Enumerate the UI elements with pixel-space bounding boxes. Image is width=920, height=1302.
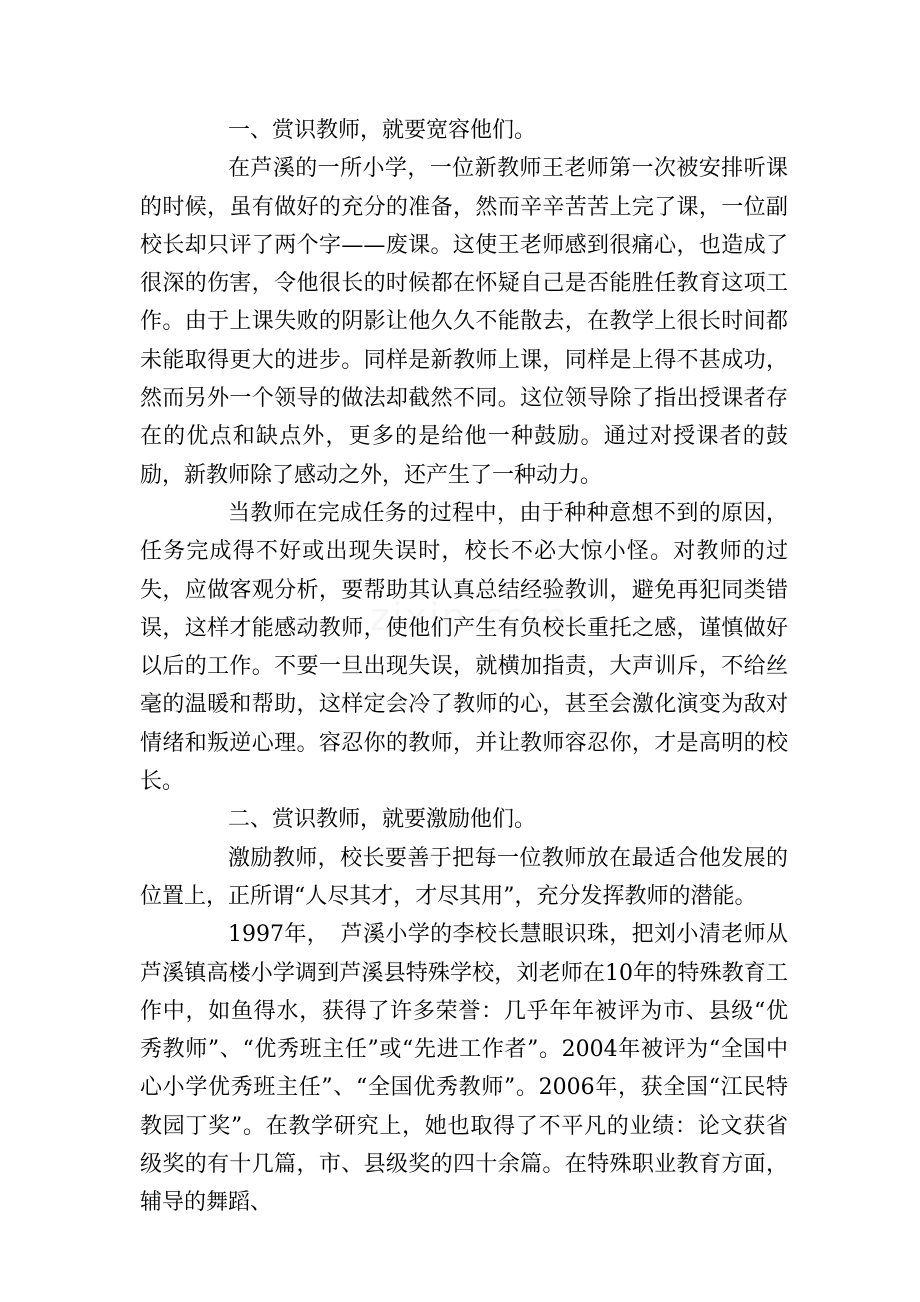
document-body: [140, 112, 788, 1223]
section-heading-2: 二、赏识教师，就要激励他们。: [228, 807, 537, 833]
paragraph-1: 在芦溪的一所小学，一位新教师王老师第一次被安排听课的时候，虽有做好的充分的准备，然而辛辛苦苦上完了课，一位副校长却只评了两个字——废课。这使王老师感到很痛心，也造成了很深的伤害，令他很长的时候都在怀疑自己是否能胜任教育这项工作。由于上课失败的阴影让他久久不能散去，在教学上很长时间都未能取得更大的进步。同样是新教师上课，同样是上得不甚成功，然而另外一个领导的做法却截然不同。这位领导除了指出授课者存在的优点和缺点外，更多的是给他一种鼓励。通过对授课者的鼓励，新教师除了感动之外，还产生了一种动力。: [140, 156, 788, 488]
paragraph-3: 激励教师，校长要善于把每一位教师放在最适合他发展的位置上，正所谓“人尽其才，才尽其用”，充分发挥教师的潜能。: [140, 845, 788, 909]
paragraph-4: 1997年， 芦溪小学的李校长慧眼识珠，把刘小清老师从芦溪镇高楼小学调到芦溪县特殊学校，刘老师在10年的特殊教育工作中，如鱼得水，获得了许多荣誉：几乎年年被评为市、县级“优秀教师”、“优秀班主任”或“先进工作者”。2004年被评为“全国中心小学优秀班主任”、“全国优秀教师”。2006年，获全国“江民特教园丁奖”。在教学研究上，她也取得了不平凡的业绩：论文获省级奖的有十几篇，市、县级奖的四十余篇。在特殊职业教育方面，辅导的舞蹈、: [140, 922, 788, 1216]
section-heading-1: 一、赏识教师，就要宽容他们。: [228, 118, 537, 143]
paragraph-2: 当教师在完成任务的过程中，由于种种意想不到的原因，任务完成得不好或出现失误时，校长不必大惊小怪。对教师的过失，应做客观分析，要帮助其认真总结经验教训，避免再犯同类错误，这样才能感动教师，使他们产生有负校长重托之感，谨慎做好以后的工作。不要一旦出现失误，就横加指责，大声训斥，不给丝毫的温暖和帮助，这样定会冷了教师的心，甚至会激化演变为敌对情绪和叛逆心理。容忍你的教师，并让教师容忍你，才是高明的校长。: [140, 500, 788, 795]
